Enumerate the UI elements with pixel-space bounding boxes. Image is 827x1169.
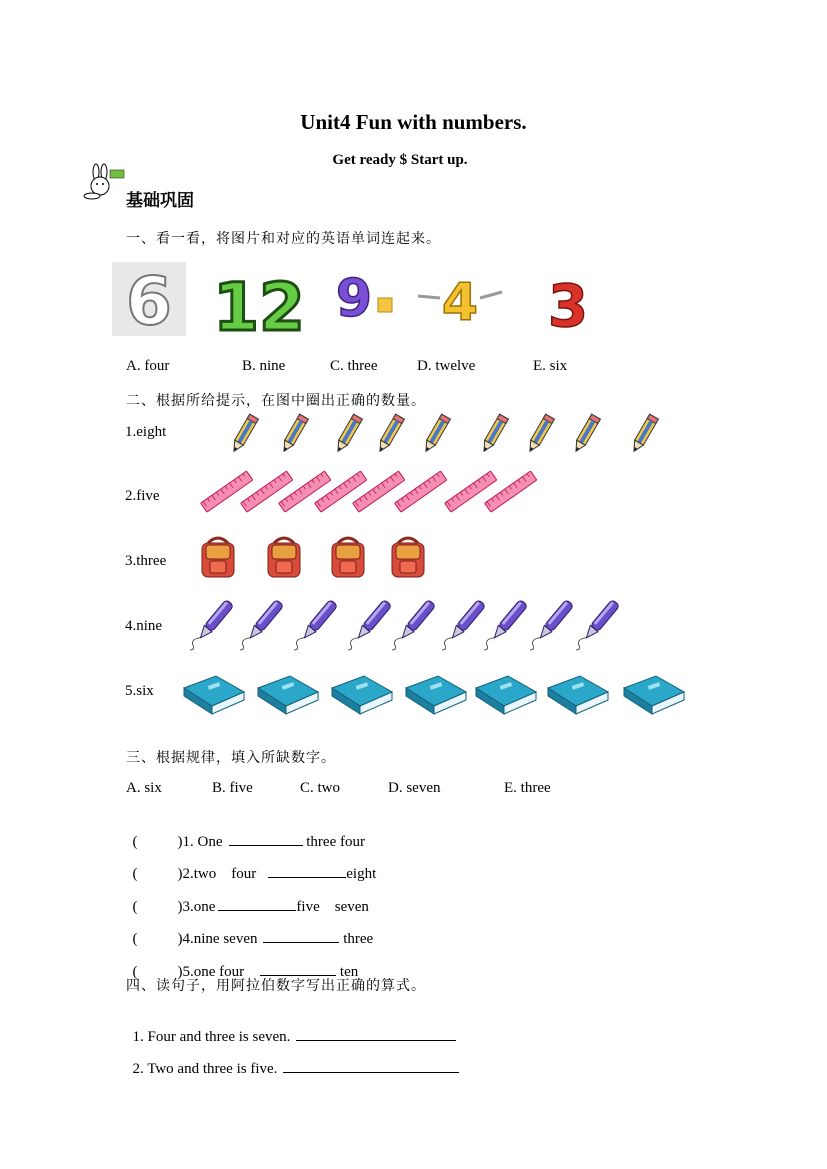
pen-icon[interactable] bbox=[576, 602, 620, 658]
ruler-row bbox=[203, 466, 543, 518]
pencil-icon[interactable] bbox=[480, 412, 508, 458]
page-title: Unit4 Fun with numbers. bbox=[300, 110, 527, 134]
q4-instruction: 四、读句子，用阿拉伯数字写出正确的算式。 bbox=[126, 978, 426, 994]
ruler-icon[interactable] bbox=[397, 466, 445, 518]
fill-blank[interactable] bbox=[260, 961, 336, 976]
picture-number-label: 9 bbox=[335, 269, 373, 329]
picture-number-label: 6 bbox=[126, 263, 172, 340]
q3-option-c: C. two bbox=[300, 780, 341, 796]
q1-option-a: A. four bbox=[126, 358, 170, 374]
q3-item-after: three bbox=[339, 931, 374, 947]
q3-item-text: )5.one four bbox=[177, 964, 245, 980]
q4-item-text: 1. Four and three is seven. bbox=[132, 1029, 291, 1045]
q3-item-after: eight bbox=[346, 866, 377, 882]
picture-number-label: 4 bbox=[441, 273, 479, 333]
q3-item bbox=[125, 911, 373, 948]
picture-number-label: 12 bbox=[213, 269, 305, 346]
book-icon[interactable] bbox=[180, 670, 248, 716]
fill-blank[interactable] bbox=[268, 863, 346, 878]
q3-item-after: five seven bbox=[296, 899, 369, 915]
pencil-icon[interactable] bbox=[630, 412, 658, 458]
q1-option-b: B. nine bbox=[242, 358, 286, 374]
page-subtitle: Get ready $ Start up. bbox=[332, 152, 468, 168]
pencil-icon[interactable] bbox=[230, 412, 258, 458]
pen-icon[interactable] bbox=[484, 602, 528, 658]
fill-blank[interactable] bbox=[283, 1058, 459, 1073]
q3-item-after: three four bbox=[302, 834, 365, 850]
q4-item-text: 2. Two and three is five. bbox=[132, 1061, 278, 1077]
answer-paren-open: ( bbox=[132, 964, 138, 980]
q3-option-d: D. seven bbox=[388, 780, 441, 796]
q2-row-label: 2.five bbox=[125, 488, 160, 504]
schoolbag-icon[interactable] bbox=[326, 533, 370, 581]
ruler-icon[interactable] bbox=[487, 466, 535, 518]
q1-option-e: E. six bbox=[533, 358, 568, 374]
number-four-picture bbox=[418, 270, 502, 333]
schoolbag-icon[interactable] bbox=[386, 533, 430, 581]
pen-icon[interactable] bbox=[348, 602, 392, 658]
pencil-row bbox=[230, 412, 670, 460]
fill-blank[interactable] bbox=[263, 928, 339, 943]
number-nine-picture bbox=[328, 268, 396, 329]
pen-icon[interactable] bbox=[392, 602, 436, 658]
q4-item bbox=[125, 1041, 459, 1078]
section-title: 基础巩固 bbox=[126, 191, 194, 211]
pencil-icon[interactable] bbox=[376, 412, 404, 458]
number-three-picture bbox=[536, 266, 598, 340]
answer-paren-open: ( bbox=[132, 931, 138, 947]
q3-item-after: ten bbox=[336, 964, 359, 980]
q3-item-text: )1. One bbox=[177, 834, 223, 850]
answer-paren-open: ( bbox=[132, 866, 138, 882]
book-icon[interactable] bbox=[620, 670, 688, 716]
pen-icon[interactable] bbox=[530, 602, 574, 658]
number-six-picture bbox=[112, 262, 186, 340]
q2-row-label: 3.three bbox=[125, 553, 167, 569]
pen-icon[interactable] bbox=[190, 602, 234, 658]
book-icon[interactable] bbox=[254, 670, 322, 716]
fill-blank[interactable] bbox=[229, 831, 303, 846]
q1-option-d: D. twelve bbox=[417, 358, 476, 374]
q1-instruction: 一、看一看，将图片和对应的英语单词连起来。 bbox=[126, 231, 441, 247]
answer-paren-open: ( bbox=[132, 899, 138, 915]
pencil-icon[interactable] bbox=[334, 412, 362, 458]
q3-option-b: B. five bbox=[212, 780, 253, 796]
book-icon[interactable] bbox=[472, 670, 540, 716]
pen-icon[interactable] bbox=[294, 602, 338, 658]
schoolbag-icon[interactable] bbox=[262, 533, 306, 581]
q1-option-c: C. three bbox=[330, 358, 378, 374]
fill-blank[interactable] bbox=[296, 1026, 456, 1041]
pen-icon[interactable] bbox=[442, 602, 486, 658]
pencil-icon[interactable] bbox=[572, 412, 600, 458]
book-row bbox=[180, 670, 690, 718]
q3-option-a: A. six bbox=[126, 780, 162, 796]
pen-icon[interactable] bbox=[240, 602, 284, 658]
q2-row-label: 5.six bbox=[125, 683, 154, 699]
q2-row-label: 1.eight bbox=[125, 424, 167, 440]
q2-row-label: 4.nine bbox=[125, 618, 163, 634]
book-icon[interactable] bbox=[402, 670, 470, 716]
q3-item-text: )4.nine seven bbox=[177, 931, 258, 947]
schoolbag-row bbox=[196, 533, 436, 585]
rabbit-icon bbox=[82, 164, 126, 200]
pen-row bbox=[190, 602, 620, 658]
q2-instruction: 二、根据所给提示，在图中圈出正确的数量。 bbox=[126, 393, 426, 409]
q3-option-e: E. three bbox=[504, 780, 551, 796]
number-twelve-picture bbox=[213, 262, 305, 346]
picture-number-label: 3 bbox=[547, 272, 589, 340]
fill-blank[interactable] bbox=[218, 896, 296, 911]
q3-item-text: )3.one bbox=[177, 899, 216, 915]
schoolbag-icon[interactable] bbox=[196, 533, 240, 581]
q3-item bbox=[125, 846, 376, 883]
pencil-icon[interactable] bbox=[280, 412, 308, 458]
q3-instruction: 三、根据规律，填入所缺数字。 bbox=[126, 750, 336, 766]
q3-item-text: )2.two four bbox=[177, 866, 257, 882]
pencil-icon[interactable] bbox=[526, 412, 554, 458]
book-icon[interactable] bbox=[544, 670, 612, 716]
answer-paren-open: ( bbox=[132, 834, 138, 850]
ruler-icon[interactable] bbox=[355, 466, 403, 518]
book-icon[interactable] bbox=[328, 670, 396, 716]
pencil-icon[interactable] bbox=[422, 412, 450, 458]
